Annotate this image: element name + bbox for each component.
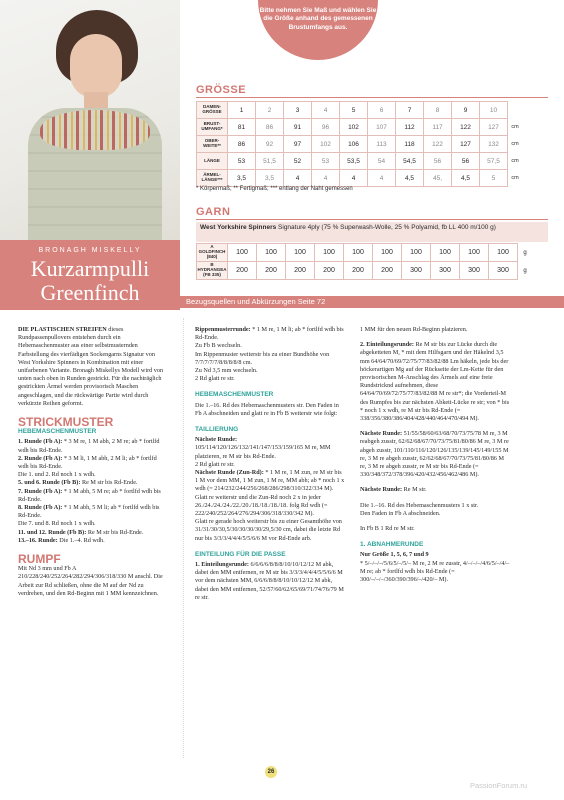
size-cell: 3: [284, 102, 312, 119]
round-11: 11. und 12. Runde (Fb B): Re M str bis Rd-Ende.: [18, 528, 144, 536]
yarn-heading: GARN: [196, 206, 231, 218]
heading-rumpf: RUMPF: [18, 552, 61, 567]
col3-text-1: 1 MM für den neuen Rd-Beginn platzieren.: [360, 326, 468, 333]
photo-face: [70, 34, 122, 98]
size-cell: 4: [368, 170, 396, 187]
col3-division-round-2: 2. Einteilungsrunde: Re M str bis zur Lücke durch die abgeketteten M, * mit dem Hilfsgarn und der Häkelnd 3,5 mm 64/64/70/69/72/75/77/83/82/88 Lm häkeln, jede bis der höckerartigen Mg auf der Rückseite der Lm-Kette für den provisorischen M-Anschlag des Ärmels auf eine freie Rundstricknd aufnehmen, diese 64/64/70/69/72/75/77/83/82/88 M re str*; die Vorderteil-M des Rumpfes bis zur nächsten Abkett-Lücke re str; von * bis * noch 1 x wdh, re M str bis Rd-Ende (= 338/356/380/386/404/428/440/464/470/494 M).: [360, 341, 510, 423]
size-cell: 4: [284, 170, 312, 187]
heading-taillierung: TAILLIERUNG: [195, 426, 239, 434]
size-row-label: DAMEN-GRÖSSE: [197, 102, 228, 119]
col3-text-7: In Fb B 1 Rd re M str.: [360, 525, 415, 533]
size-cell: 5: [480, 170, 508, 187]
size-cell: 102: [340, 119, 368, 136]
column-2: [195, 326, 345, 602]
size-row: [197, 102, 523, 119]
yarn-cell: 100: [228, 244, 257, 262]
size-row: [197, 170, 523, 187]
size-cell: 81: [228, 119, 256, 136]
size-footnote: * Körpermaß; ** Fertigmaß; *** entlang der Naht gemessen: [196, 186, 353, 192]
heading-abnahmerunde: 1. ABNAHMERUNDE: [360, 541, 424, 549]
size-unit: cm: [511, 158, 519, 164]
size-cell: 3,5: [228, 170, 256, 187]
round-2: 2. Runde (Fb A): * 3 M li, 1 M abh, 2 M li; ab * fortlfd wdh bis Rd-Ende.: [18, 454, 157, 471]
yarn-unit: g: [523, 267, 527, 274]
size-cell: 91: [284, 119, 312, 136]
size-cell: 4,5: [396, 170, 424, 187]
size-row: [197, 119, 523, 136]
col2-increase-round: Nächste Runde (Zun-Rd): * 1 M re, 1 M zun, re M str bis 1 M vor dem MM, 1 M zun, 1 M re, MM abh; ab * noch 1 x wdh (= 214/232/244/256/268/286/298/310/322/334 M).: [195, 469, 345, 493]
size-cell: 122: [452, 119, 480, 136]
round-7: 7. Runde (Fb A): * 1 M abh, 5 M re; ab * fortlfd wdh bis Rd-Ende.: [18, 487, 161, 503]
yarn-cell: 200: [373, 262, 402, 280]
yarn-row: [197, 244, 533, 262]
yarn-cell: 200: [344, 262, 373, 280]
col2-text-5: 2 Rd glatt re str.: [195, 375, 235, 383]
size-cell: 132: [480, 136, 508, 153]
watermark: PassionForum.ru: [470, 781, 528, 790]
col3-text-6: Den Faden in Fb A abschneiden.: [360, 509, 441, 517]
size-cell: 96: [312, 119, 340, 136]
size-cell: 113: [368, 136, 396, 153]
size-unit: [508, 102, 523, 119]
yarn-cell: 100: [257, 244, 286, 262]
size-cell: 3,5: [256, 170, 284, 187]
size-unit: cm: [511, 124, 519, 130]
size-cell: 53: [228, 153, 256, 170]
size-cell: 53: [312, 153, 340, 170]
yarn-cell: 200: [315, 262, 344, 280]
size-cell: 118: [396, 136, 424, 153]
size-row-label: LÄNGE: [197, 153, 228, 170]
yarn-desc-text: Signature 4ply (75 % Superwash-Wolle, 25 % Polyamid, fb LL 400 m/100 g): [276, 224, 496, 231]
yarn-cell: 100: [431, 244, 460, 262]
yarn-row-label: A GOLDFINCH (840): [197, 244, 228, 262]
size-cell: 86: [256, 119, 284, 136]
size-heading-rule: [196, 97, 548, 98]
intro-paragraph: DIE PLASTISCHEN STREIFEN dieses Rundpassenpullovers entstehen durch ein Hebemaschenmuster aus einer selbstmusternden Farbstellung des vierfädigen Sockengarns Signatur von West Yorkshire Spinners in Kombination mit einer unifarbenen Variante. Bronagh Miskellys Modell wird von unten nach oben in Runden gestrickt. Für die nachträglich gestrickten Ärmel werden provisorisch Maschen angeschlagen, und die rückwärtige Partie wird durch verkürzte Reihen geformt.: [18, 326, 164, 407]
yarn-brand: West Yorkshire Spinners: [200, 224, 277, 231]
yarn-row-label: B HYDRANGEA (FB 335): [197, 262, 228, 280]
size-cell: 4: [312, 102, 340, 119]
size-cell: 112: [396, 119, 424, 136]
yarn-cell: 100: [402, 244, 431, 262]
size-row-label: OBER-WEITE**: [197, 136, 228, 153]
yarn-cell: 100: [315, 244, 344, 262]
author-name: BRONAGH MISKELLY: [38, 247, 142, 254]
yarn-cell: 300: [460, 262, 489, 280]
size-cell: 9: [452, 102, 480, 119]
rumpf-text: Mit Nd 3 mm und Fb A 210/228/240/252/264/282/294/306/318/330 M anschl. Die Arbeit zur Rd schließen, ohne die M auf der Nd zu verdrehen, und den Rd-Beginn mit 1 MM kennzeichnen.: [18, 565, 163, 597]
size-hint-bubble: Bitte nehmen Sie Maß und wählen Sie die Größe anhand des gemessenen Brustumfangs aus.: [258, 0, 378, 60]
col2-text-10: Glatt re weiterstr und die Zun-Rd noch 2 x in jeder 26./24./24./24./22./20./18./18./18./18. folg Rd wdh (= 222/240/252/264/276/294/306/318/330/342 M).: [195, 493, 328, 518]
size-cell: 4,5: [452, 170, 480, 187]
size-cell: 54,5: [396, 153, 424, 170]
yarn-cell: 100: [373, 244, 402, 262]
size-cell: 52: [284, 153, 312, 170]
col3-size-subheading: Nur Größe 1, 5, 6, 7 und 9: [360, 551, 429, 559]
size-row-label: ÄRMEL-LÄNGE***: [197, 170, 228, 187]
col2-text-2: Zu Fb B wechseln.: [195, 342, 242, 350]
heading-strickmuster: STRICKMUSTER: [18, 415, 114, 430]
source-strip: [180, 296, 564, 308]
heading-hebemaschen: HEBEMASCHENMUSTER: [18, 428, 97, 436]
column-3: [360, 326, 510, 584]
yarn-cell: 100: [489, 244, 518, 262]
round-8: 8. Runde (Fb A): * 1 M abh, 5 M li; ab * fortlfd wdh bis Rd-Ende.: [18, 504, 160, 520]
size-cell: 106: [340, 136, 368, 153]
column-1: [18, 326, 168, 598]
size-cell: 117: [424, 119, 452, 136]
size-cell: 6: [368, 102, 396, 119]
size-cell: 56: [424, 153, 452, 170]
size-cell: 4: [312, 170, 340, 187]
yarn-cell: 300: [431, 262, 460, 280]
yarn-unit: g: [523, 249, 527, 256]
col2-division-round: 1. Einteilungsrunde: 6/6/6/6/8/8/8/10/10/12/12 M abk, dabei den MM entfernen, re M str bis 3/3/3/4/4/4/5/5/6/6 M vor dem nächsten MM, 6/6/6/8/8/8/10/10/12/12 M abk, dabei den MM entfernen, 52/57/60/62/65/69/71/74/76/79 M re str.: [195, 561, 344, 601]
size-cell: 127: [480, 119, 508, 136]
yarn-table: [196, 243, 533, 280]
title-line-2: Greenfinch: [40, 280, 140, 305]
col2-next-round: Nächste Runde: 105/114/120/126/132/141/147/153/159/165 M re, MM platzieren, re M str bis Rd-Ende.: [195, 436, 331, 460]
round-9-text: Die 7. und 8. Rd noch 1 x wdh.: [18, 520, 96, 528]
size-table: [196, 101, 523, 187]
size-cell: 97: [284, 136, 312, 153]
size-cell: 5: [340, 102, 368, 119]
size-row: [197, 153, 523, 170]
col2-text-4: Zu Nd 3,5 mm wechseln.: [195, 367, 258, 375]
col3-next-round: Nächste Runde: 51/55/58/60/63/68/70/73/75/78 M re, 3 M reabgeh zusstr, 62/62/68/67/70/73/75/81/80/86 M re, 3 M re abgeh zusstr, 101/110/116/120/126/135/139/145/149/155 M re, 3 M re abgeh zusstr, 62/62/68/67/70/73/75/81/80/86 M re, 3 M re abgeh zusstr, re M str bis Rd-Ende (= 330/348/372/378/396/420/432/456/462/486 M).: [360, 430, 509, 479]
size-cell: 2: [256, 102, 284, 119]
size-cell: 102: [312, 136, 340, 153]
column-divider: [183, 318, 185, 758]
size-unit: cm: [511, 141, 519, 147]
yarn-cell: 300: [402, 262, 431, 280]
model-photo: [0, 0, 180, 240]
col2-text-6: Die 1.–16. Rd des Hebemaschenmusters str. Den Faden in Fb A abschneiden und glatt re in Fb B weiterstr wie folgt:: [195, 401, 339, 417]
size-cell: 107: [368, 119, 396, 136]
yarn-description: [196, 222, 548, 242]
size-cell: 8: [424, 102, 452, 119]
size-row-label: BRUST-UMFANG*: [197, 119, 228, 136]
size-cell: 122: [424, 136, 452, 153]
title-line-1: Kurzarmpulli: [30, 256, 150, 281]
round-13: 13.–16. Runde: Die 1.–4. Rd wdh.: [18, 536, 105, 544]
size-cell: 57,5: [480, 153, 508, 170]
size-cell: 92: [256, 136, 284, 153]
size-cell: 51,5: [256, 153, 284, 170]
col2-text-3: Im Rippenmuster weiterstr bis zu einer Bundhöhe von 7/7/7/7/7/8/8/8/8/8 cm.: [195, 350, 330, 366]
size-cell: 10: [480, 102, 508, 119]
size-cell: 7: [396, 102, 424, 119]
round-5: 5. und 6. Runde (Fb B): Re M str bis Rd-Ende.: [18, 479, 138, 487]
page-number: 26: [265, 766, 277, 778]
col3-next-round-2: Nächste Runde: Re M str.: [360, 486, 427, 494]
yarn-cell: 200: [257, 262, 286, 280]
size-cell: 86: [228, 136, 256, 153]
rib-round: Rippenmusterrunde: * 1 M re, 1 M li; ab * fortlfd wdh bis Rd-Ende.: [195, 326, 344, 342]
size-cell: 56: [452, 153, 480, 170]
yarn-cell: 100: [460, 244, 489, 262]
heading-hebemaschen-2: HEBEMASCHENMUSTER: [195, 391, 274, 399]
size-cell: 54: [368, 153, 396, 170]
size-cell: 1: [228, 102, 256, 119]
yarn-cell: 100: [286, 244, 315, 262]
size-cell: 4: [340, 170, 368, 187]
col2-text-11: Glatt re gerade hoch weiterstr bis zu einer Gesamthöhe von 31/31/30/30,5/30/30/30/30/29,5/30 cm, dabei die letzte Rd nur bis 3/3/3/4/4/4/5/5/6/6 M vor Rd-Ende arb.: [195, 518, 342, 542]
round-1: 1. Runde (Fb A): * 3 M re, 1 M abh, 2 M re; ab * fortlfd wdh bis Rd-Ende.: [18, 438, 160, 454]
size-cell: 45,: [424, 170, 452, 187]
yarn-heading-rule: [196, 219, 548, 220]
round-3-text: Die 1. und 2. Rd noch 1 x wdh.: [18, 471, 96, 479]
heading-einteilung: EINTEILUNG FÜR DIE PASSE: [195, 550, 286, 558]
col3-text-9: * 5/–/–/–/5/6/5/–/5/– M re, 2 M re zusstr, 4/–/–/–/4/6/5/–/4/– M re; ab * fortlfd wdh bis Rd-Ende (= 300/–/–/–/360/390/396/–/420/– M).: [360, 559, 510, 584]
yarn-cell: 200: [286, 262, 315, 280]
size-unit: cm: [511, 175, 519, 181]
yarn-cell: 100: [344, 244, 373, 262]
yarn-cell: 300: [489, 262, 518, 280]
source-text: Bezugsquellen und Abkürzungen Seite 72: [186, 297, 326, 306]
size-cell: 127: [452, 136, 480, 153]
yarn-row: [197, 262, 533, 280]
col3-text-5: Die 1.–16. Rd des Hebemaschenmusters 1 x str.: [360, 501, 479, 509]
col2-text-8: 2 Rd glatt re str.: [195, 460, 235, 468]
size-row: [197, 136, 523, 153]
yarn-cell: 200: [228, 262, 257, 280]
size-heading: GRÖSSE: [196, 84, 247, 96]
photo-yoke-pattern: [40, 110, 150, 150]
size-cell: 53,5: [340, 153, 368, 170]
